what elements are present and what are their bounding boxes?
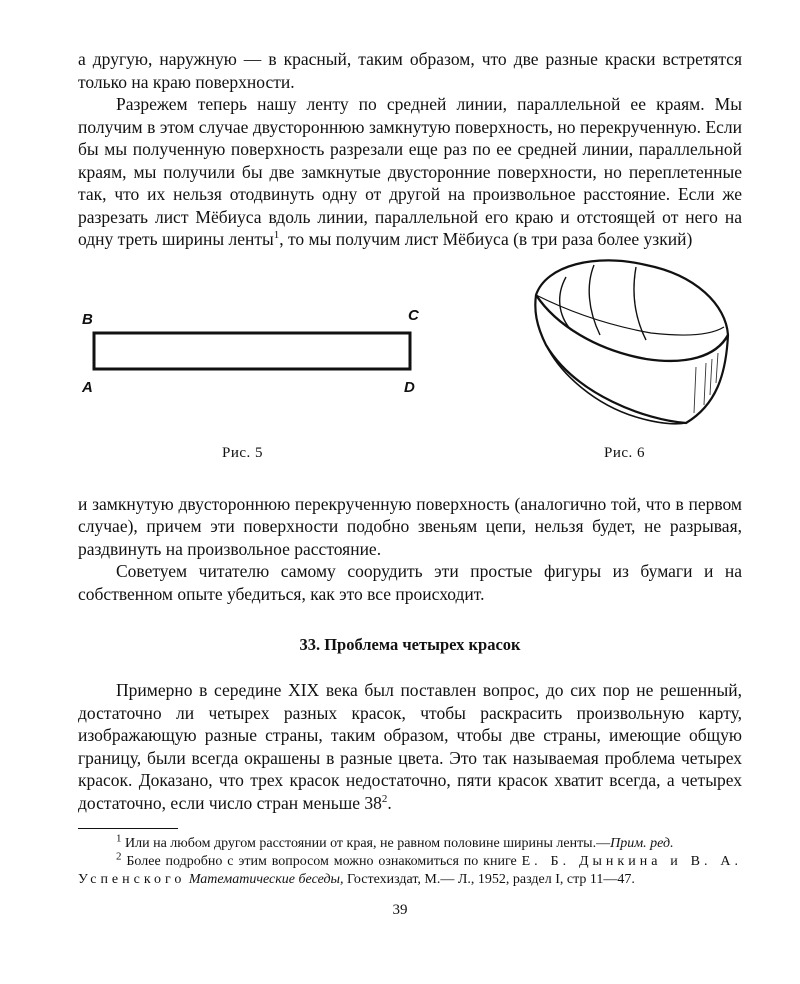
footnote-2: $^2$ Более подробно с этим вопросом можно ознакомиться по книге Е. Б. Дынкина и В. А. Успенского Математические беседы, Гостехиздат, М.— Л., 1952, раздел I, стр 11—47. (78, 850, 743, 887)
figure-6-caption: Рис. 6 (604, 444, 646, 461)
paragraph-3: и замкнутую двустороннюю перекрученную поверхность (аналогично той, что в первом случае), причем эти поверхности подобно звеньям цепи, нельзя будет, не разрывая, раздвинуть на произвольное расстояние. (78, 493, 742, 559)
figure-5-caption: Рис. 5 (222, 444, 264, 461)
footnote-divider (78, 828, 178, 829)
figure-6 (526, 255, 742, 493)
section-heading: 33. Проблема четырех красок (299, 635, 521, 654)
figures-row (78, 255, 742, 493)
vertex-c-label: C (408, 306, 419, 324)
figure-5 (78, 255, 438, 493)
footnote-ref-1: 1 (273, 229, 280, 242)
page-body (78, 48, 742, 889)
footnote-1: $^1$ Или на любом другом расстоянии от края, не равном половине ширины ленты.—Прим. ред. (116, 832, 674, 851)
vertex-d-label: D (404, 378, 415, 396)
page-number: 39 (392, 902, 408, 918)
paragraph-4: Советуем читателю самому соорудить эти простые фигуры из бумаги и на собственном опыте убедиться, как это все происходит. (78, 561, 742, 604)
footnotes (78, 832, 743, 889)
vertex-a-label: A (82, 378, 93, 396)
paragraph-1: а другую, наружную — в красный, таким образом, что две разные краски встретятся только на краю поверхности. (78, 49, 742, 92)
mobius-strip-drawing (526, 255, 742, 445)
paragraph-2: Разрежем теперь нашу ленту по средней линии, параллельной ее краям. Мы получим в этом случае двустороннюю замкнутую поверхность, но перекрученную. Если бы мы полученную поверхность разрезали еще раз по ее средней линии, параллельной краям, мы получили бы две замкнутые двусторонние поверхности, но переплетенные так, что их нельзя отодвинуть одну от другой на произвольное расстояние. Если же разрезать лист Мёбиуса вдоль линии, параллельной его краю и отстоящей от него на одну треть ширины ленты$^1$, то мы получим лист Мёбиуса (в три раза более узкий) (78, 94, 742, 249)
vertex-b-label: B (82, 310, 93, 328)
footnote-ref-2: 2 (381, 792, 388, 805)
paragraph-5: Примерно в середине XIX века был поставлен вопрос, до сих пор не решенный, достаточно ли четырех разных красок, чтобы раскрасить произвольную карту, изображающую разные страны, таким образом, чтобы две страны, имеющие общую границу, были всегда окрашены в разные цвета. Это так называемая проблема четырех красок. Доказано, что трех красок недостаточно, пяти красок хватит всегда, а четырех достаточно, если число стран меньше $38^2$. (78, 680, 742, 813)
rectangle-diagram (78, 255, 438, 445)
